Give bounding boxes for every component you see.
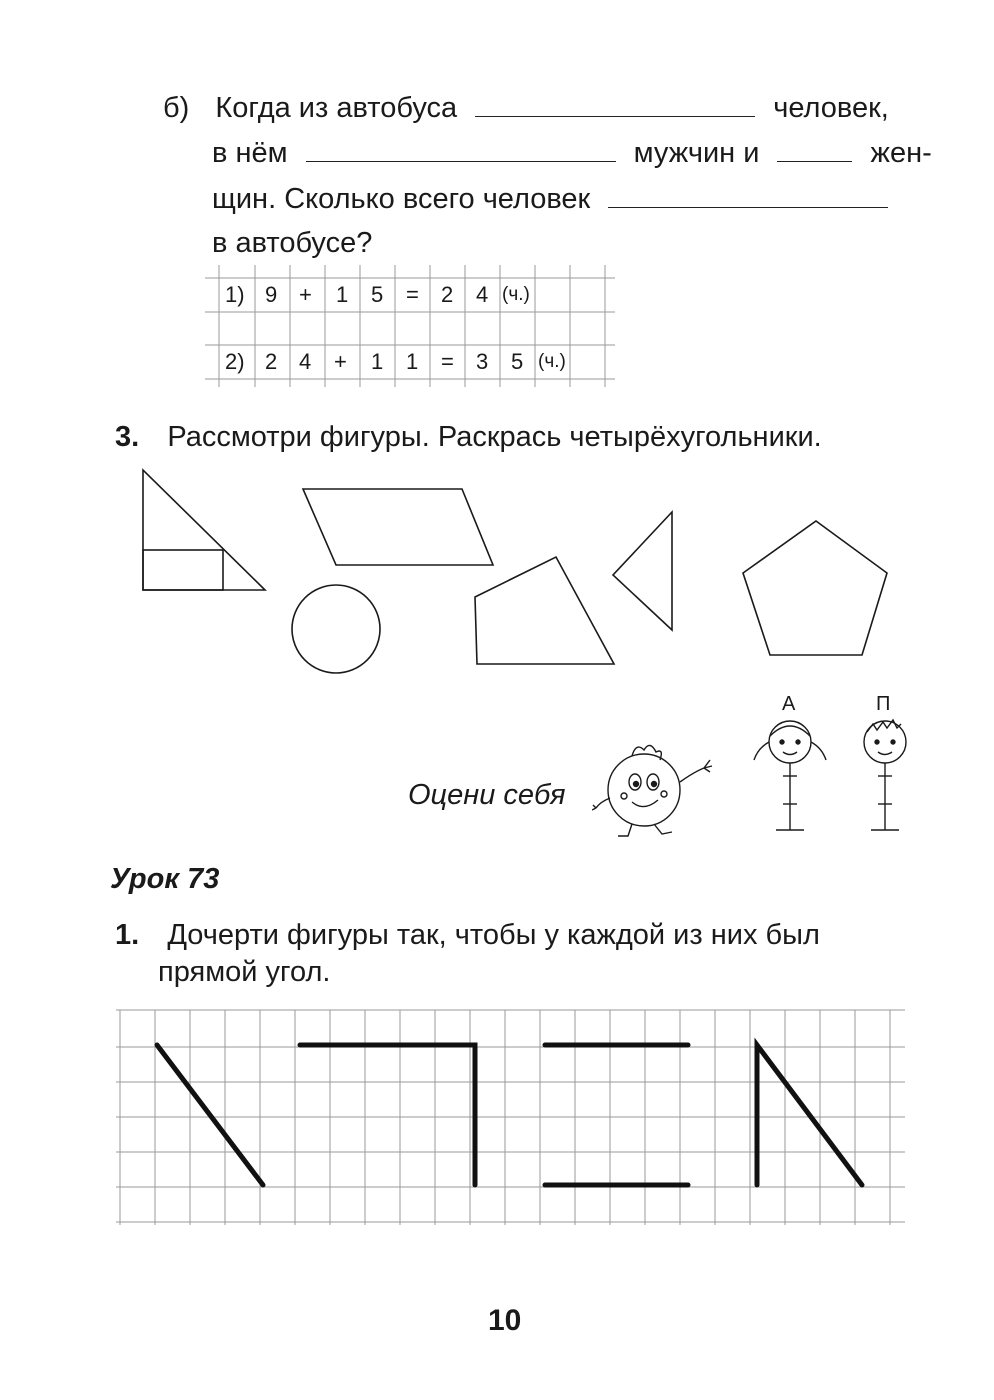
- problem-b-line1-end: человек,: [773, 92, 889, 124]
- label-a: А: [782, 693, 796, 715]
- boy-evaluation-figure[interactable]: [835, 712, 935, 840]
- grid-cell: 9: [265, 282, 278, 307]
- grid-cell: 5: [511, 349, 524, 374]
- grid-cell: +: [334, 349, 347, 374]
- small-triangle-shape[interactable]: [613, 512, 672, 630]
- problem-b-label: б): [163, 92, 190, 124]
- task1-line-1: [115, 918, 820, 952]
- problem-b-line3-start: щин. Сколько всего человек: [212, 183, 591, 215]
- girl-evaluation-figure[interactable]: [740, 712, 840, 840]
- figure-4-angle-segments: [757, 1045, 862, 1185]
- grid-cell: (ч.): [538, 351, 566, 372]
- grid-cell: 2: [265, 349, 278, 374]
- figure-2-corner-segments: [300, 1045, 475, 1185]
- task1-line-2: [158, 955, 330, 989]
- grid-cell: 5: [371, 282, 384, 307]
- grid-cell: 2: [441, 282, 454, 307]
- grid-lines: [116, 1010, 905, 1225]
- grid-cell: 1: [336, 282, 349, 307]
- figure-1-diagonal-segment: [157, 1045, 263, 1185]
- task3-number: 3.: [115, 421, 140, 453]
- triangle-with-rectangle-shape[interactable]: [143, 470, 265, 590]
- problem-b-line2-end: жен-: [870, 137, 932, 169]
- task3-text: Рассмотри фигуры. Раскрась четырёхугольники.: [167, 421, 822, 453]
- grid-cell: +: [299, 282, 312, 307]
- problem-b-line2-mid: мужчин и: [633, 137, 760, 169]
- grid-cell: =: [406, 282, 419, 307]
- label-p: П: [876, 693, 891, 715]
- task1-text-line2: прямой угол.: [158, 956, 331, 988]
- problem-b-line2-start: в нём: [212, 137, 288, 169]
- lesson-title: Урок 73: [110, 863, 220, 895]
- grid-cell: 2): [225, 349, 245, 374]
- grid-cell: (ч.): [502, 284, 530, 305]
- task1-text-line1: Дочерти фигуры так, чтобы у каждой из них был: [167, 919, 820, 951]
- quadrilateral-shape[interactable]: [475, 557, 614, 664]
- page-number: 10: [488, 1304, 522, 1337]
- grid-cell: 1): [225, 282, 245, 307]
- grid-cell: 4: [476, 282, 489, 307]
- grid-cell: 4: [299, 349, 312, 374]
- grid-cell: 1: [371, 349, 384, 374]
- task1-number: 1.: [115, 919, 140, 951]
- tomato-mascot-illustration: [592, 728, 722, 846]
- self-eval-text: Оцени себя: [408, 779, 566, 811]
- pentagon-shape[interactable]: [743, 521, 887, 655]
- grid-cell: =: [441, 349, 454, 374]
- drawing-grid[interactable]: [100, 1000, 920, 1230]
- problem-b-line1-start: Когда из автобуса: [215, 92, 458, 124]
- parallelogram-shape[interactable]: [303, 489, 493, 565]
- problem-b-line4: в автобусе?: [212, 227, 373, 259]
- grid-cell: 3: [476, 349, 489, 374]
- circle-shape[interactable]: [292, 585, 380, 673]
- grid-cell: 1: [406, 349, 419, 374]
